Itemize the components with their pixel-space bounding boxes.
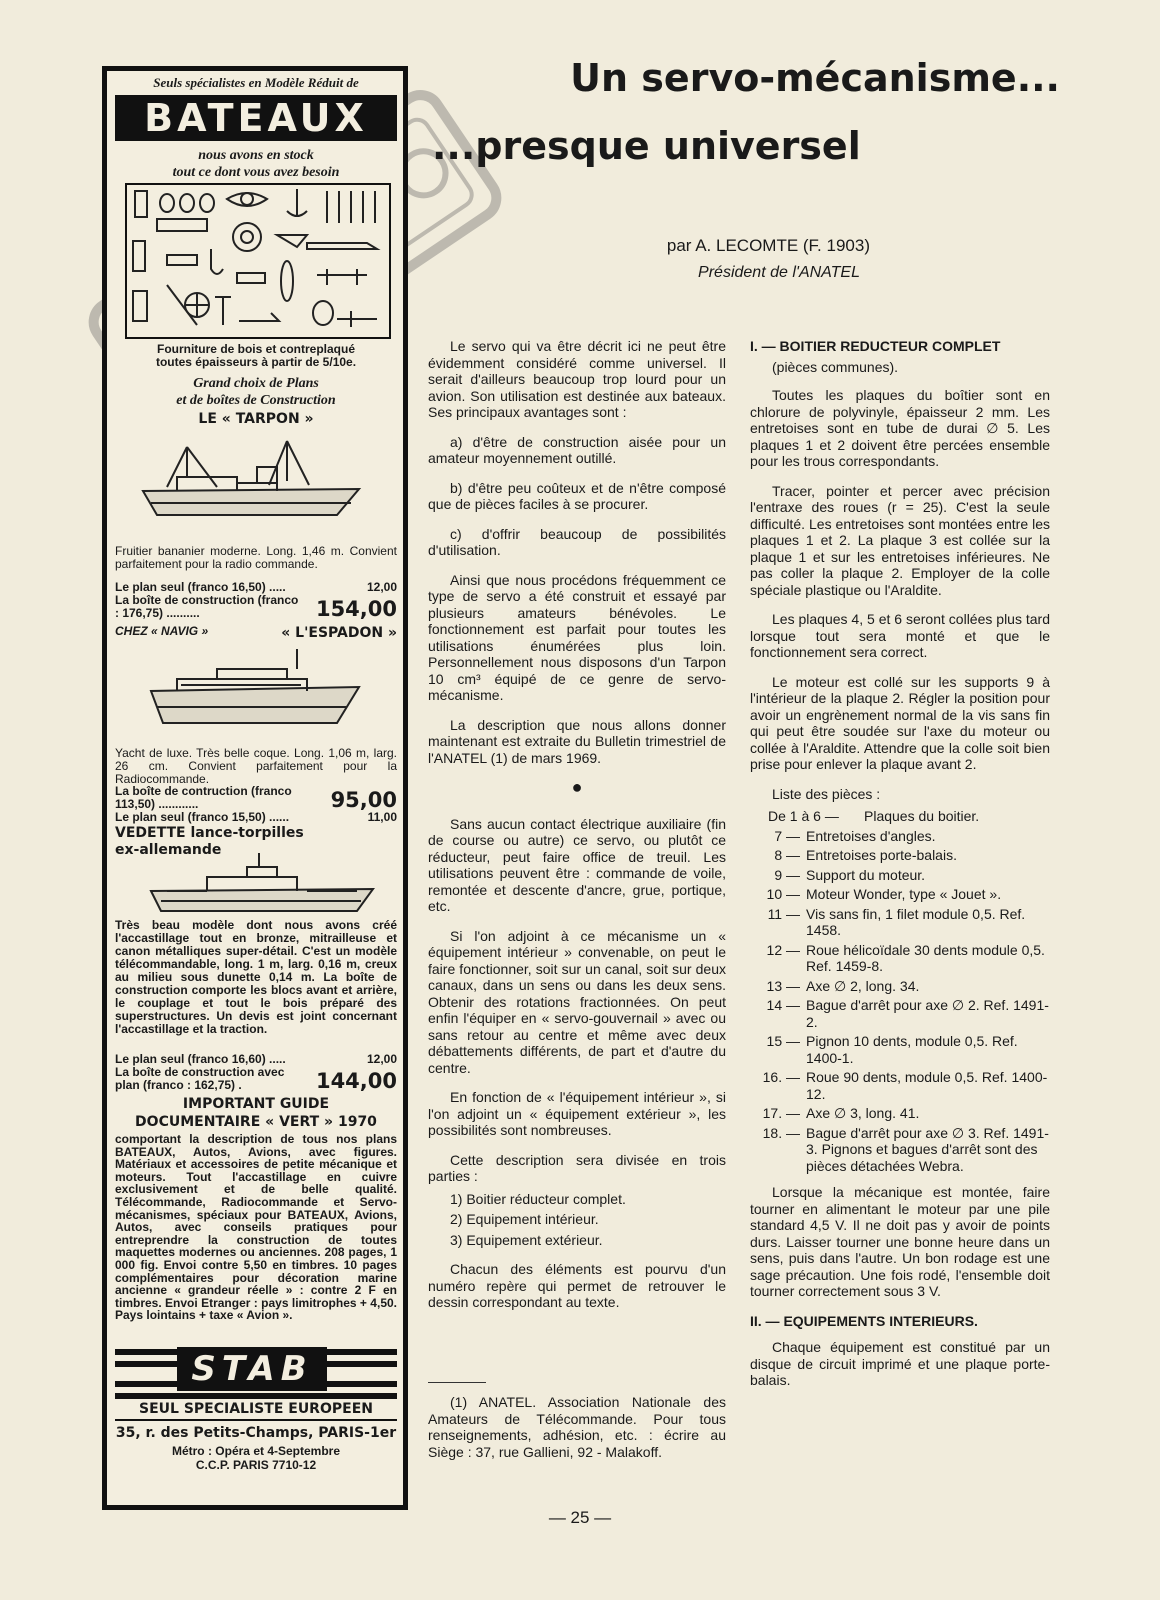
part-description: Bague d'arrêt pour axe ∅ 2. Ref. 1491-2.: [806, 997, 1049, 1030]
part-description: Vis sans fin, 1 filet module 0,5. Ref. 1458.: [806, 905, 1026, 938]
col1-advantage-c: c) d'offrir beaucoup de possibilités d'utilisation.: [428, 525, 726, 558]
ad-guide-title2: DOCUMENTAIRE « VERT » 1970: [135, 1114, 377, 1130]
article-byline: par A. LECOMTE (F. 1903): [666, 236, 870, 255]
col2-paragraph-6: Chaque équipement est constitué par un disque de circuit imprimé et une plaque porte-balais.: [750, 1339, 1050, 1388]
parts-list-item: [750, 1069, 1050, 1102]
part-description: Axe ∅ 3, long. 41.: [806, 1105, 920, 1121]
espadon-boat-illustration: [147, 647, 367, 737]
parts-list-item: [750, 828, 1050, 845]
parts-list-item: [750, 847, 1050, 864]
article-title-line2: ...presque universel: [432, 124, 861, 168]
part-description: Entretoises d'angles.: [806, 827, 936, 844]
ad-stock-line2: tout ce dont vous avez besoin: [172, 165, 340, 180]
stab-advertisement: [102, 66, 408, 1510]
vedette-plan-label: Le plan seul (franco 16,60) .....: [115, 1052, 286, 1066]
ad-tagline: Seuls spécialistes en Modèle Réduit de: [153, 75, 359, 90]
parts-list-item: [750, 808, 1050, 825]
vedette-plan-price: 12,00: [366, 1052, 397, 1066]
vedette-box-price: 144,00: [315, 1069, 397, 1093]
stab-logo: STAB: [177, 1347, 327, 1391]
ad-vedette-title: VEDETTE lance-torpilles ex-allemande: [115, 825, 304, 858]
parts-list-item: [750, 906, 1050, 939]
ad-tarpon-desc: Fruitier bananier moderne. Long. 1,46 m. Convient parfaitement pour la radio commande.: [115, 544, 397, 571]
espadon-box-price: 95,00: [330, 788, 397, 812]
col1-paragraph-5: Si l'on adjoint à ce mécanisme un « équipement intérieur » convenable, on peut le faire fonctionner, soit sur un canal, soit sur deux canaux, dans un sens ou dans les deux sens. Obtenir des rotations fractionnées. On peut enfin l'équiper en « servo-gouvernail » avec ou sans retour au centre et même avec deux débattements différents, de part et d'autre du centre.: [428, 927, 726, 1076]
vedette-box-label: La boîte de construction avec plan (franco : 162,75) .: [115, 1065, 285, 1092]
col1-advantage-a: a) d'être de construction aisée pour un amateur moyennement outillé.: [428, 433, 726, 466]
col1-paragraph-3: La description que nous allons donner maintenant est extraite du Bulletin trimestriel de l'ANATEL (1) de mars 1969.: [428, 716, 726, 766]
col1-paragraph-2: Ainsi que nous procédons fréquemment ce type de servo a été construit et essayé par plusieurs amateurs bénévoles. Le fonctionnement est parfait pour toutes les utilisations énumérées plus loin. Personnellement nous disposons d'un Tarpon 10 cm³ équipé de ce genre de servo-mécanisme.: [428, 571, 726, 703]
col1-part-3: 3) Equipement extérieur.: [450, 1231, 603, 1248]
parts-list-item: [750, 886, 1050, 903]
ad-espadon-prices: [115, 785, 397, 824]
ad-stock-text: [115, 147, 397, 181]
part-number: 12 —: [766, 941, 800, 958]
ad-tarpon-title: LE « TARPON »: [198, 411, 314, 427]
ad-supply-text: [115, 343, 397, 369]
part-number: 15 —: [766, 1033, 800, 1049]
part-number: 10 —: [766, 886, 800, 902]
col2-paragraph-3: Les plaques 4, 5 et 6 seront collées plus tard lorsque tout sera monté et que le fonctionnement sera correct.: [750, 611, 1050, 660]
part-description: Bague d'arrêt pour axe ∅ 3. Ref. 1491-3. Pignons et bagues d'arrêt sont des pièces détachées Webra.: [806, 1124, 1049, 1174]
col2-paragraph-1: Toutes les plaques du boîtier sont en chlorure de polyvinyle, épaisseur 2 mm. Les entretoises sont en tube de durai ∅ 5. Les plaques 1 et 2 doivent être percées ensemble pour les trous correspondants.: [750, 387, 1050, 469]
parts-list-item: [750, 867, 1050, 884]
part-number: 11 —: [767, 905, 800, 922]
part-description: Roue 90 dents, module 0,5. Ref. 1400-12.: [806, 1069, 1048, 1102]
tarpon-box-label: La boîte de construction (franco : 176,75) ..........: [115, 593, 299, 620]
tarpon-box-price: 154,00: [315, 597, 397, 621]
part-number: De 1 à 6 —: [768, 808, 839, 824]
ad-supply-line2: toutes épaisseurs à partir de 5/10e.: [155, 355, 357, 369]
part-number: 13 —: [766, 977, 800, 994]
part-number: 9 —: [774, 866, 800, 883]
espadon-plan-price: 11,00: [367, 810, 397, 824]
part-description: Entretoises porte-balais.: [806, 847, 957, 863]
part-description: Axe ∅ 2, long. 34.: [806, 977, 920, 994]
ad-specialist: SEUL SPECIALISTE EUROPEEN: [115, 1401, 397, 1421]
part-description: Support du moteur.: [806, 866, 926, 883]
espadon-plan-label: Le plan seul (franco 15,50) ......: [115, 810, 290, 824]
part-description: Plaques du boitier.: [864, 808, 980, 824]
parts-list-item: [750, 997, 1050, 1030]
ad-address: 35, r. des Petits-Champs, PARIS-1er: [115, 1425, 397, 1441]
part-description: Pignon 10 dents, module 0,5. Ref. 1400-1.: [806, 1033, 1018, 1066]
ad-fittings-illustration: [125, 183, 391, 339]
part-description: Moteur Wonder, type « Jouet ».: [806, 886, 1002, 902]
col1-advantage-b: b) d'être peu coûteux et de n'être composé que de pièces faciles à se procurer.: [428, 479, 726, 512]
espadon-box-row: [115, 785, 397, 811]
parts-list-title: Liste des pièces :: [772, 785, 881, 802]
vedette-box-row: [115, 1066, 397, 1092]
footnote-text: (1) ANATEL. Association Nationale des Amateurs de Télécommande. Pour tous renseignements, adhésion, etc. : écrire au Siège : 37, rue Gallieni, 92 - Malakoff.: [428, 1394, 726, 1460]
part-number: 14 —: [766, 997, 800, 1013]
col2-paragraph-2: Tracer, pointer et percer avec précision l'entraxe des roues (r = 25). C'est la seule difficulté. Les entretoises sont montées entre les plaques 1 et 2. La plaque 3 est collée sur la plaque 1 et sur les entretoises inférieures. Ne pas coller la plaque 2. Employer de la colle spéciale plastique ou l'Araldite.: [750, 482, 1050, 598]
ad-plans-text: [115, 375, 397, 409]
footnote-rule: [428, 1382, 486, 1383]
part-number: 17. —: [762, 1105, 800, 1121]
col1-part-2: 2) Equipement intérieur.: [450, 1211, 599, 1227]
part-number: 8 —: [774, 847, 800, 863]
ad-guide-title: [115, 1095, 397, 1131]
col1-paragraph-4: Sans aucun contact électrique auxiliaire (fin de course ou autre) ce servo, ou plutôt ce réducteur, peut faire office de treuil. Les utilisations peuvent être : commande de voile, remontée et descente d'ancre, grue, portique, etc.: [428, 815, 726, 914]
section-heading-2: II. — EQUIPEMENTS INTERIEURS.: [750, 1312, 978, 1329]
article-title-line1: Un servo-mécanisme...: [570, 56, 1060, 100]
ad-ccp: C.C.P. PARIS 7710-12: [195, 1458, 317, 1472]
article-author-role: Président de l'ANATEL: [698, 264, 860, 281]
parts-list-item: [750, 1125, 1050, 1175]
ad-metro: Métro : Opéra et 4-Septembre: [171, 1444, 341, 1458]
ad-guide-text: comportant la description de tous nos plans BATEAUX, Autos, Avions, avec figures. Matériaux et accessoires de petite mécanique et moteurs. Tout l'accastillage en cuivre exclusivement et de belle qualité. Télécommande, Radiocommande et Servo-mécanismes, spéciaux pour BATEAUX, Avions, Autos, avec conseils pratiques pour entreprendre la construction de toutes maquettes modernes ou anciennes. 208 pages, 1 000 fig. Envoi contre 5,50 en timbres. 10 pages complémentaires pour décoration marine ancienne « grandeur réelle » : contre 2 F en timbres. Envoi Etranger : pays limitrophes + 4,50. Pays lointains + taxe « Avion ».: [115, 1132, 397, 1323]
ad-guide-title1: IMPORTANT GUIDE: [182, 1096, 330, 1112]
ad-supply-line1: Fourniture de bois et contreplaqué: [156, 342, 356, 356]
col1-paragraph-7: Cette description sera divisée en trois parties :: [428, 1151, 726, 1184]
tarpon-plan-price: 12,00: [366, 580, 397, 594]
section-bullet: ●: [571, 777, 583, 797]
article-column-2: [750, 338, 1050, 1402]
col1-part-1: 1) Boitier réducteur complet.: [450, 1190, 626, 1207]
col2-paragraph-4: Le moteur est collé sur les supports 9 à l'intérieur de la plaque 2. Régler la position pour avoir un engrènement normal de la vis sans fin qui peut être soudée sur l'axe du moteur ou collée à l'Araldite. Attendre que la colle soit bien prise pour enlever la plaque avant 2.: [750, 673, 1050, 772]
parts-list-item: [750, 978, 1050, 995]
part-number: 18. —: [762, 1124, 800, 1141]
vedette-boat-illustration: [147, 851, 377, 921]
tarpon-box-row: [115, 594, 397, 620]
ad-espadon-chez: CHEZ « NAVIG »: [115, 624, 209, 638]
col1-paragraph-8: Chacun des éléments est pourvu d'un numéro repère qui permet de retrouver le dessin correspondant au texte.: [428, 1261, 726, 1310]
col2-paragraph-5: Lorsque la mécanique est montée, faire tourner en alimentant le moteur par une pile standard 4,5 V. Il ne doit pas y avoir de points durs. Laisser tourner une bonne heure dans un sens, puis dans l'autre. Un bon rodage est une sage précaution. Une fois rodé, l'ensemble doit tourner correctement sous 3 V.: [750, 1184, 1050, 1299]
parts-list-item: [750, 1105, 1050, 1122]
tarpon-plan-label: Le plan seul (franco 16,50) .....: [115, 580, 286, 594]
ad-brand-banner: BATEAUX: [115, 95, 397, 141]
part-description: Roue hélicoïdale 30 dents module 0,5. Ref. 1459-8.: [806, 941, 1045, 974]
ad-vedette-desc: Très beau modèle dont nous avons créé l'accastillage tout en bronze, mitrailleuse et canon métalliques super-détail. C'est un modèle télécommandable, long. 1 m, larg. 0,16 m, creux au milieu sous dunette 0,14 m. La boîte de construction comporte les blocs avant et arrière, le couplage et tout le bois préparé des superstructures. Un devis est joint concernant l'accastillage et la traction.: [115, 918, 397, 1036]
col1-paragraph-6: En fonction de « l'équipement intérieur », si l'on adjoint un « équipement extérieur », les possibilités sont nombreuses.: [428, 1089, 726, 1138]
ad-espadon-header: [115, 625, 397, 641]
section-heading-1-sub: (pièces communes).: [772, 358, 899, 375]
ad-plans-line1: Grand choix de Plans: [193, 376, 319, 391]
parts-list-item: [750, 1033, 1050, 1066]
footnote: [428, 1394, 726, 1473]
parts-list-item: [750, 942, 1050, 975]
part-number: 16. —: [762, 1069, 800, 1085]
section-heading-1: I. — BOITIER REDUCTEUR COMPLET: [750, 338, 1001, 354]
espadon-box-label: La boîte de contruction (franco 113,50) ............: [115, 784, 292, 811]
ad-vedette-prices: [115, 1053, 397, 1092]
espadon-plan-row: [115, 811, 397, 824]
part-number: 7 —: [774, 827, 800, 844]
page-number: — 25 —: [548, 1508, 612, 1527]
ad-tarpon-prices: [115, 581, 397, 620]
article-column-1: [428, 338, 726, 1324]
ad-plans-line2: et de boîtes de Construction: [176, 393, 336, 408]
col1-intro: Le servo qui va être décrit ici ne peut être évidemment considéré comme universel. Il serait d'ailleurs beaucoup trop lourd pour un avion. Son utilisation est destinée aux bateaux. Ses principaux avantages sont :: [428, 338, 726, 420]
ad-espadon-title: « L'ESPADON »: [281, 625, 397, 641]
ad-espadon-desc: Yacht de luxe. Très belle coque. Long. 1,06 m, larg. 26 cm. Convient parfaitement pour la Radiocommande.: [115, 746, 397, 786]
parts-list: [750, 808, 1050, 1174]
tarpon-boat-illustration: [137, 431, 367, 531]
ad-stock-line1: nous avons en stock: [198, 148, 314, 163]
